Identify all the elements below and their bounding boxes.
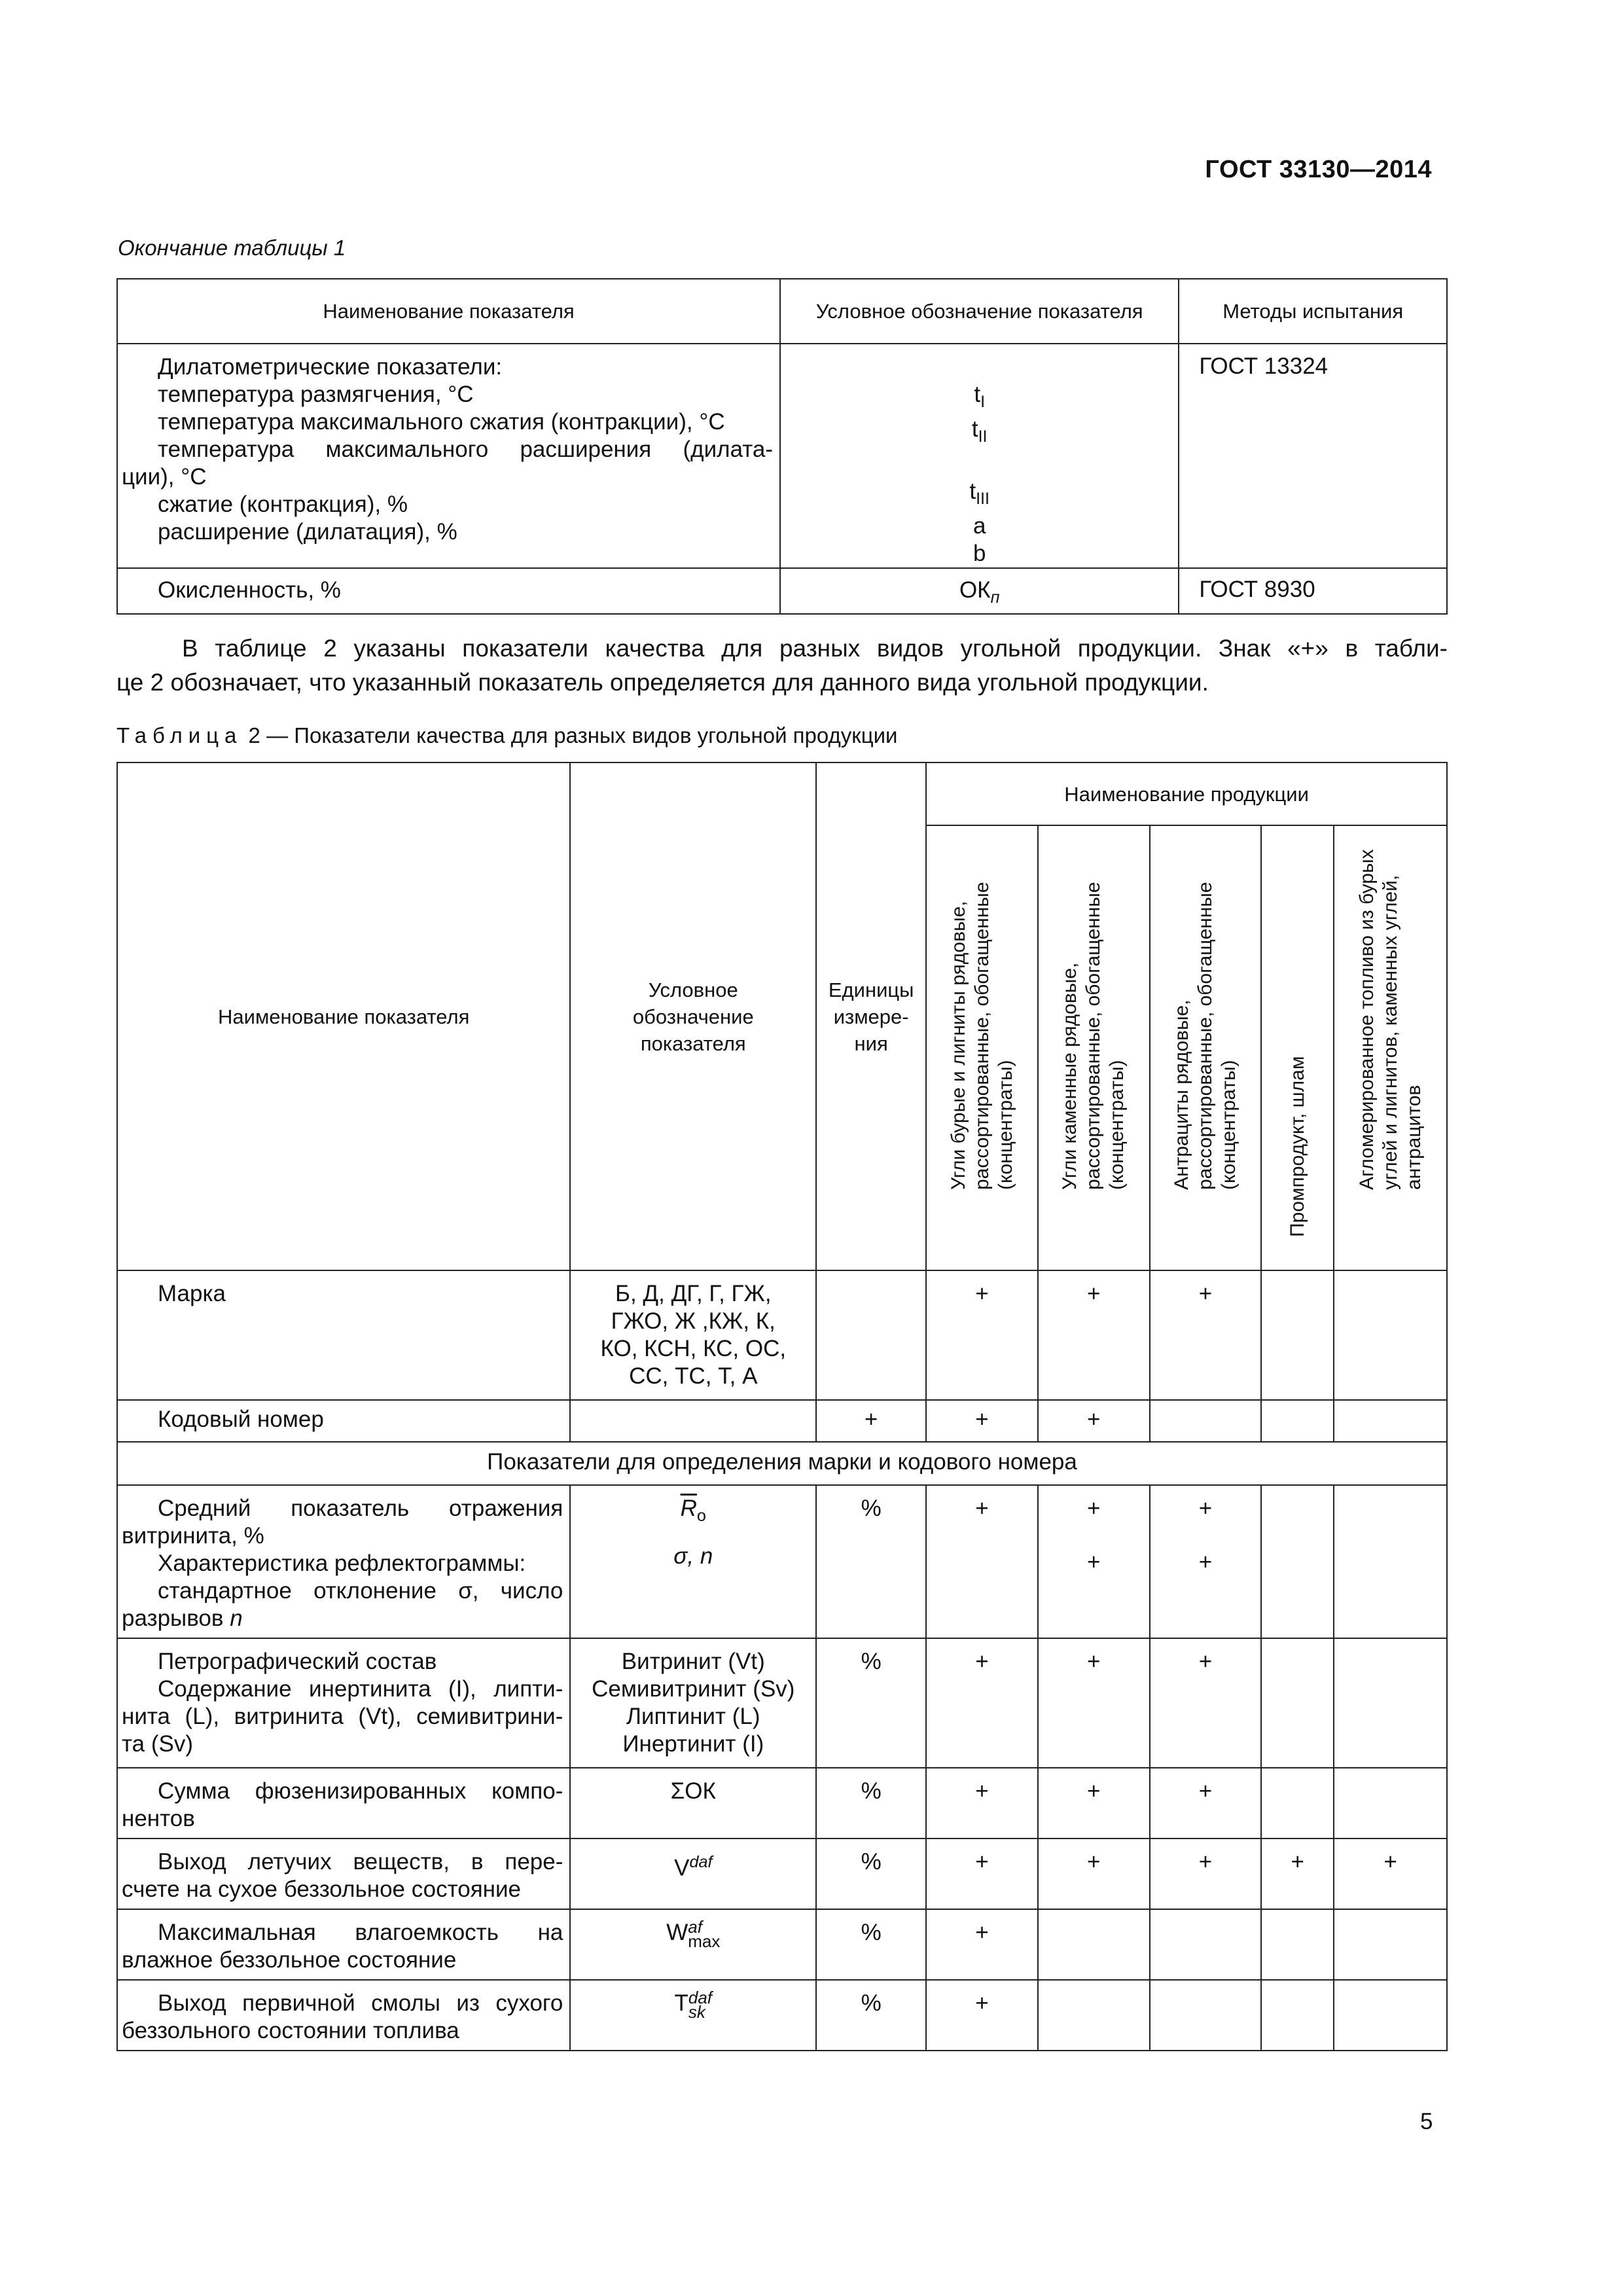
symbol-a: a <box>972 513 986 539</box>
plus-mark: + <box>1150 1839 1262 1909</box>
plus-mark: + <box>1150 1270 1262 1400</box>
row-units: % <box>816 1839 926 1909</box>
empty-cell <box>1261 1980 1334 2051</box>
plus-mark: + <box>926 1270 1038 1400</box>
table-row <box>117 1400 1447 1442</box>
symbol-t2: $t_{II}$ <box>971 416 988 446</box>
t2-header-name: Наименование показателя <box>117 762 570 1270</box>
text-line: сжатие (контракция), % <box>158 492 408 517</box>
table-row <box>117 1270 1447 1400</box>
plus-mark: + <box>926 1485 1038 1638</box>
empty-cell <box>1038 1980 1150 2051</box>
t2-header-anthracite: Антрациты рядовые, рассортированные, обогащенные (концентраты) <box>1150 825 1262 1270</box>
plus-mark: + <box>1038 1839 1150 1909</box>
plus-mark: + <box>1038 1638 1150 1768</box>
paragraph-line: В таблице 2 указаны показатели качества для разных видов угольной продукции. Знак «+» в табли- <box>182 635 1448 662</box>
caption-label: Таблица <box>116 723 243 747</box>
t1-oxidation-method: ГОСТ 8930 <box>1179 568 1447 614</box>
table1-caption: Окончание таблицы 1 <box>118 236 346 260</box>
plus-mark: + <box>926 1980 1038 2051</box>
plus-marks: + + <box>1038 1485 1150 1638</box>
empty-cell <box>1334 1638 1447 1768</box>
plus-mark: + <box>926 1839 1038 1909</box>
table2-caption <box>116 723 898 748</box>
row-symbol: $V^{daf}$ <box>570 1839 816 1909</box>
empty-cell <box>1150 1980 1262 2051</box>
plus-mark: + <box>1334 1839 1447 1909</box>
empty-cell <box>1261 1909 1334 1980</box>
t2-header-hard-coal: Угли каменные рядовые, рассортированные, обогащенные (концентраты) <box>1038 825 1150 1270</box>
table-row <box>117 1485 1447 1638</box>
table-row <box>117 1638 1447 1768</box>
table-row <box>117 1980 1447 2051</box>
row-name: Максимальная влагоемкость на влажное беззольное состояние <box>117 1909 570 1980</box>
plus-mark: + <box>1038 1768 1150 1839</box>
row-name: Кодовый номер <box>117 1400 570 1442</box>
row-name: Выход первичной смолы из сухого беззольного состоянии топлива <box>117 1980 570 2051</box>
section-title: Показатели для определения марки и кодового номера <box>117 1442 1447 1485</box>
t2-header-brown-coal: Угли бурые и лигниты рядовые, рассортированные, обогащенные (концентраты) <box>926 825 1038 1270</box>
row-symbol: W af max <box>570 1909 816 1980</box>
row-name: Выход летучих веществ, в пере- счете на сухое беззольное состояние <box>117 1839 570 1909</box>
symbol-t1: $t_I$ <box>974 382 986 411</box>
empty-cell <box>1334 1909 1447 1980</box>
row-symbol: Б, Д, ДГ, Г, ГЖ, ГЖО, Ж ,КЖ, К, КО, КСН, КС, ОС, СС, ТС, Т, А <box>570 1270 816 1400</box>
row-units <box>816 1270 926 1400</box>
empty-cell <box>1334 1400 1447 1442</box>
text-line: расширение (дилатация), % <box>158 519 457 545</box>
t2-header-units: Единицы измере-ния <box>816 762 926 1270</box>
t2-header-agglomerated: Агломерированное топливо из бурых углей и лигнитов, каменных углей, антрацитов <box>1334 825 1447 1270</box>
empty-cell <box>1261 1485 1334 1638</box>
text-line: температура максимального расширения (дилата- <box>158 437 774 462</box>
row-symbol: T daf sk <box>570 1980 816 2051</box>
table-row <box>117 568 1447 614</box>
plus-mark: + <box>926 1768 1038 1839</box>
empty-cell <box>1261 1270 1334 1400</box>
row-symbol: ΣОК <box>570 1768 816 1839</box>
empty-cell <box>1334 1980 1447 2051</box>
t1-dilatometric-method: ГОСТ 13324 <box>1179 344 1447 568</box>
empty-cell <box>1334 1270 1447 1400</box>
t2-header-middlings: Промпродукт, шлам <box>1261 825 1334 1270</box>
t1-header-name: Наименование показателя <box>117 279 780 344</box>
plus-mark: + <box>1038 1270 1150 1400</box>
row-units: % <box>816 1909 926 1980</box>
empty-cell <box>1261 1768 1334 1839</box>
t1-header-symbol: Условное обозначение показателя <box>780 279 1179 344</box>
table-row <box>117 1768 1447 1839</box>
t1-dilatometric-name <box>117 344 780 568</box>
symbol-b: b <box>972 541 986 566</box>
plus-mark: + <box>926 1909 1038 1980</box>
row-symbol <box>570 1400 816 1442</box>
empty-cell <box>1150 1400 1262 1442</box>
text-line: температура максимального сжатия (контракции), °С <box>158 409 725 435</box>
t1-dilatometric-symbols <box>780 344 1179 568</box>
t1-oxidation-name: Окисленность, % <box>117 568 780 614</box>
t2-header-products: Наименование продукции <box>926 762 1447 825</box>
t2-header-symbol: Условное обозначение показателя <box>570 762 816 1270</box>
row-symbol: Витринит (Vt) Семивитринит (Sv) Липтинит (L) Инертинит (I) <box>570 1638 816 1768</box>
text-line: температура размягчения, °С <box>158 382 474 407</box>
row-units: % <box>816 1485 926 1638</box>
table-row <box>117 344 1447 568</box>
plus-mark: + <box>816 1400 926 1442</box>
empty-cell <box>1150 1909 1262 1980</box>
caption-text: 2 — Показатели качества для разных видов угольной продукции <box>242 723 898 747</box>
empty-cell <box>1038 1909 1150 1980</box>
intro-paragraph <box>116 632 1448 700</box>
table-1 <box>116 278 1448 615</box>
row-name: Средний показатель отражения витринита, % Характеристика рефлектограммы: стандартное отклонение σ, число разрывов n <box>117 1485 570 1638</box>
row-name: Петрографический состав Содержание инертинита (I), липти- нита (L), витринита (Vt), семивитрини- та (Sv) <box>117 1638 570 1768</box>
empty-cell <box>1334 1768 1447 1839</box>
row-units: % <box>816 1638 926 1768</box>
t1-oxidation-symbol: $ОК_п$ <box>780 568 1179 614</box>
t1-header-methods: Методы испытания <box>1179 279 1447 344</box>
table1-header-row <box>117 279 1447 344</box>
plus-marks: + + <box>1150 1485 1262 1638</box>
table-2 <box>116 762 1448 2051</box>
row-name: Марка <box>117 1270 570 1400</box>
paragraph-line: це 2 обозначает, что указанный показатель определяется для данного вида угольной продукции. <box>116 669 1209 696</box>
table-row <box>117 1839 1447 1909</box>
text-line: ции), °С <box>122 464 207 490</box>
page-number: 5 <box>1420 2109 1433 2134</box>
plus-mark: + <box>1150 1768 1262 1839</box>
plus-mark: + <box>1150 1638 1262 1768</box>
section-row <box>117 1442 1447 1485</box>
empty-cell <box>1261 1638 1334 1768</box>
row-units: % <box>816 1768 926 1839</box>
text-line: Дилатометрические показатели: <box>158 354 503 380</box>
plus-mark: + <box>926 1400 1038 1442</box>
symbol-t3: $t_{III}$ <box>969 478 990 508</box>
plus-mark: + <box>926 1638 1038 1768</box>
table2-header-row <box>117 762 1447 825</box>
empty-cell <box>1334 1485 1447 1638</box>
row-name: Сумма фюзенизированных компо- нентов <box>117 1768 570 1839</box>
row-units: % <box>816 1980 926 2051</box>
plus-mark: + <box>1261 1839 1334 1909</box>
row-symbol: $\overline{R}_o$ σ, n <box>570 1485 816 1638</box>
empty-cell <box>1261 1400 1334 1442</box>
table-row <box>117 1909 1447 1980</box>
plus-mark: + <box>1038 1400 1150 1442</box>
standard-number: ГОСТ 33130—2014 <box>1205 156 1432 183</box>
